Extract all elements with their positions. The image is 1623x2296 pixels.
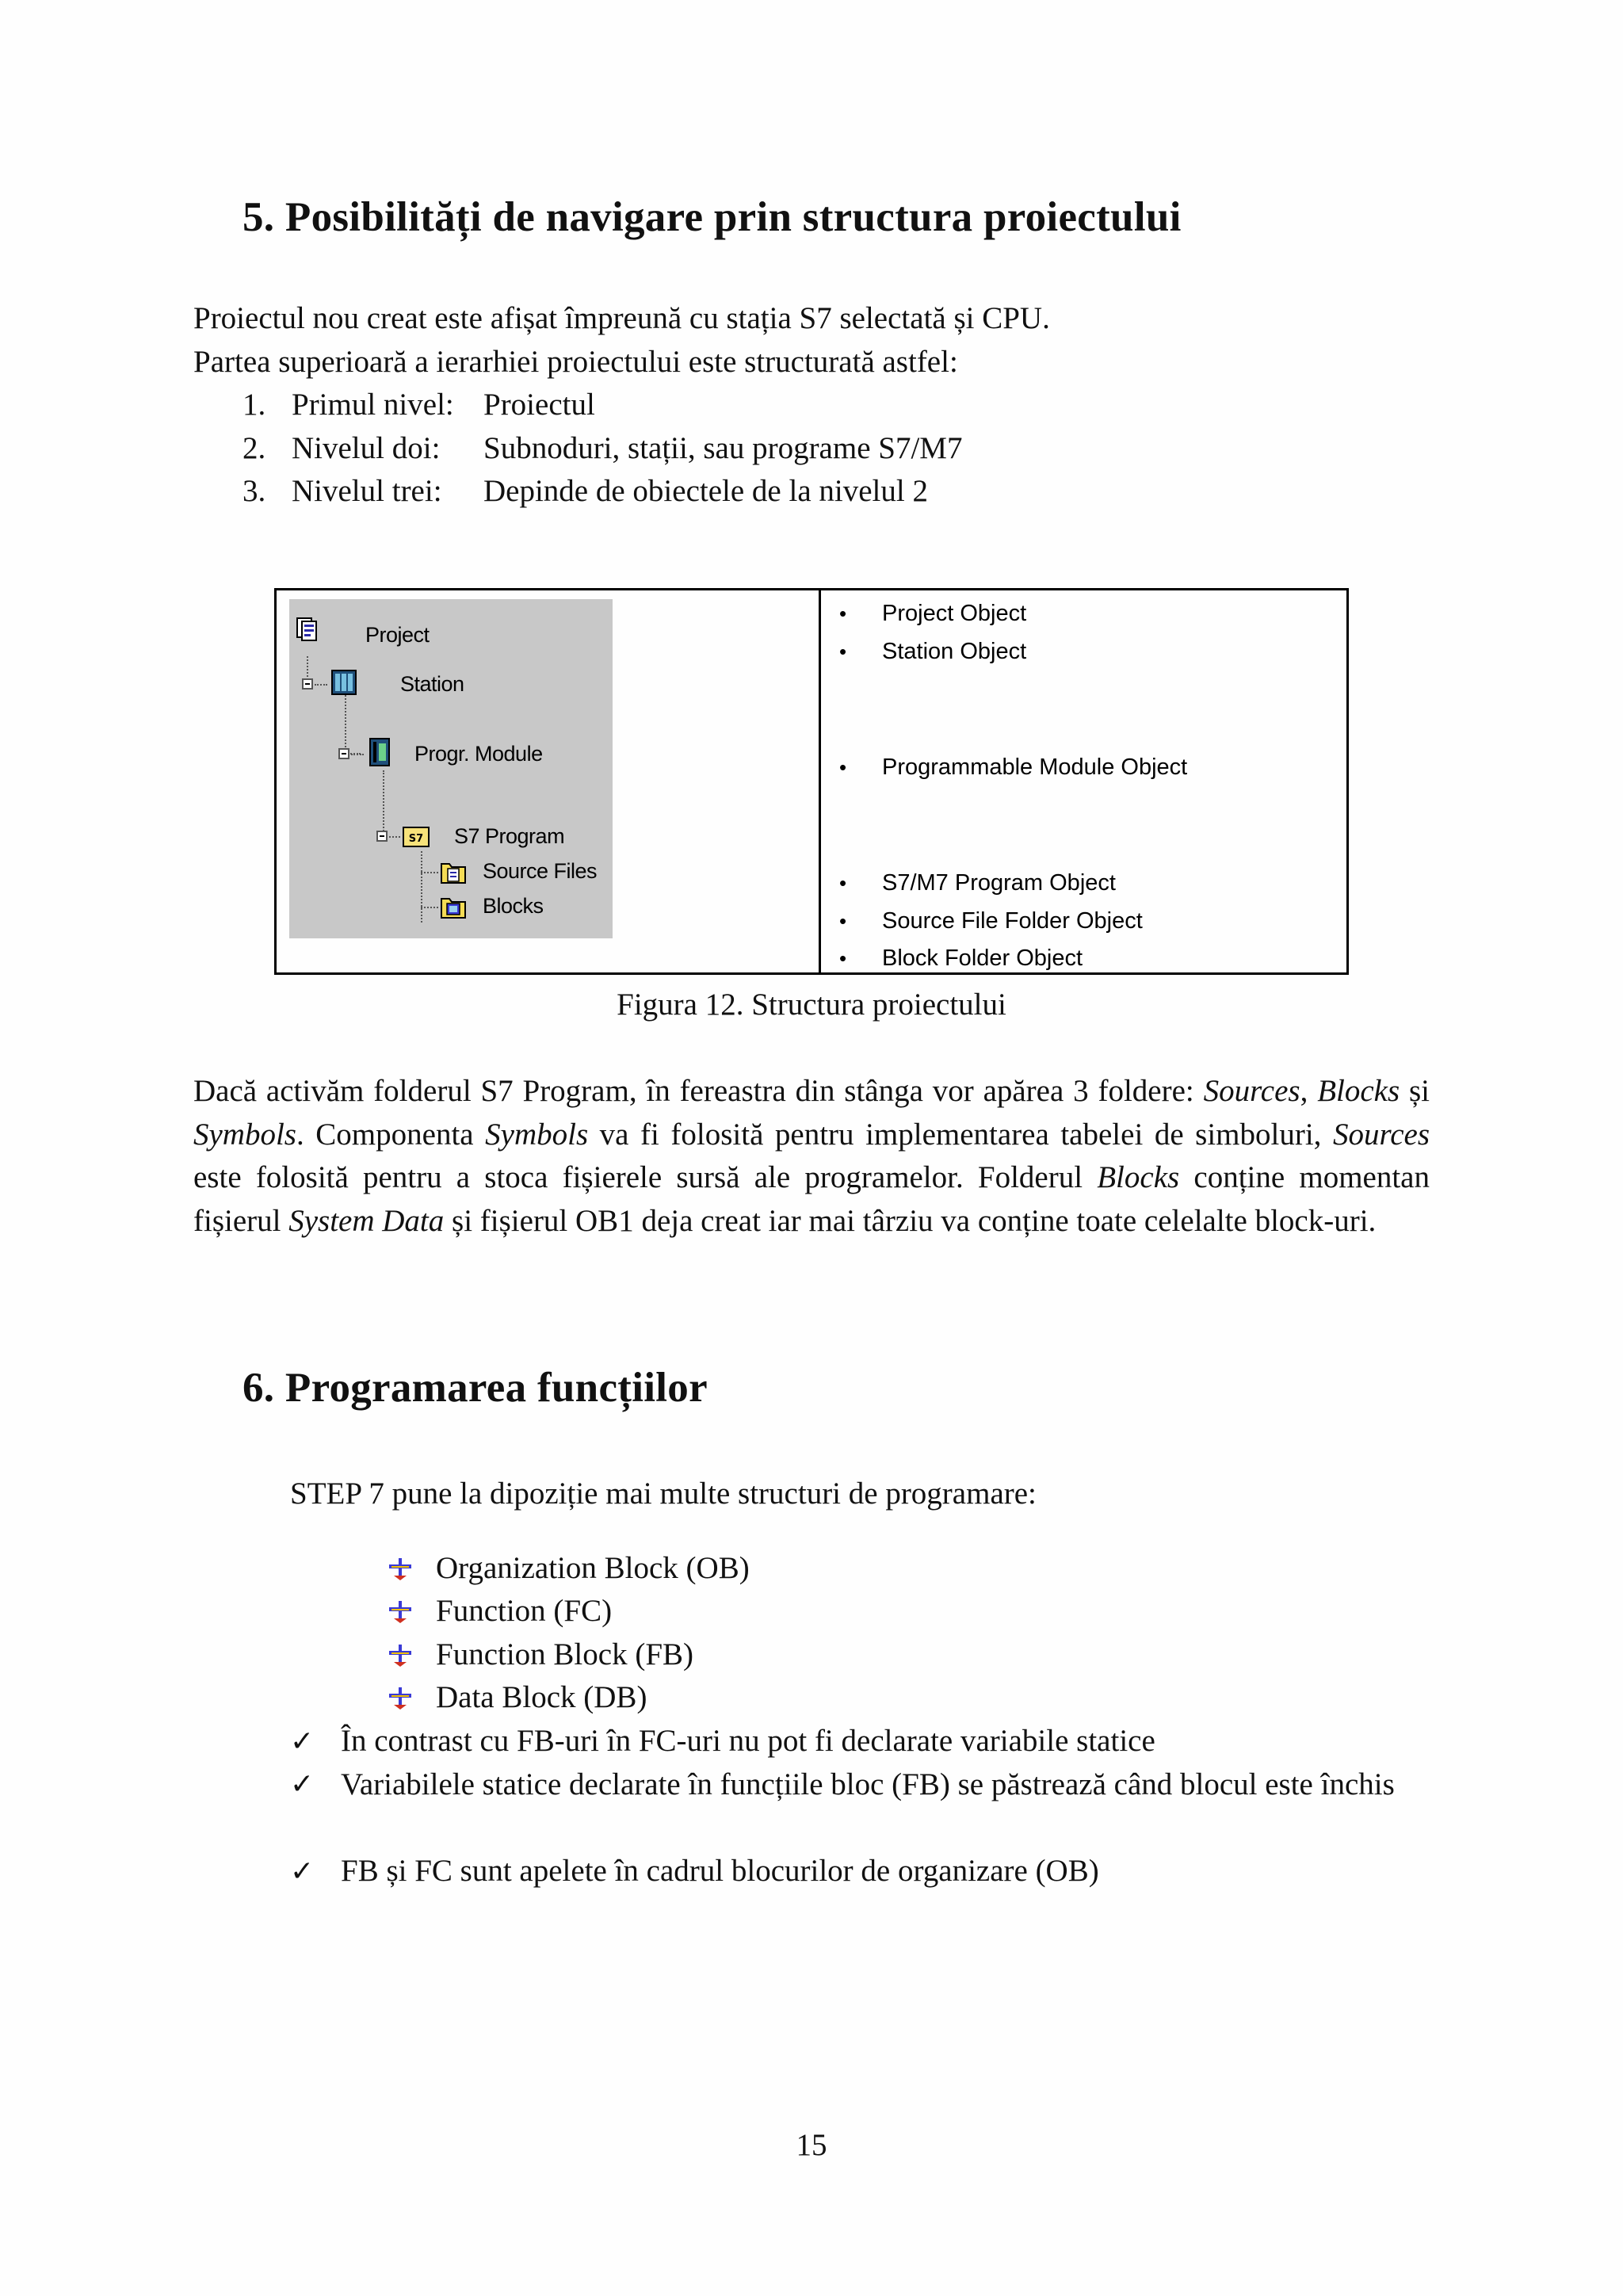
tree-item-station[interactable]: Station — [400, 672, 464, 696]
collapse-icon[interactable] — [302, 678, 313, 690]
tree-connector — [351, 754, 364, 755]
object-item: • S7/M7 Program Object — [839, 870, 1116, 896]
check-note: ✓ FB și FC sunt apelete în cadrul blocurilor de organizare (OB) — [290, 1850, 1099, 1893]
tree-item-source-files[interactable]: Source Files — [483, 859, 598, 883]
check-icon: ✓ — [290, 1768, 315, 1801]
module-icon — [369, 737, 392, 769]
tree-item-blocks[interactable]: Blocks — [483, 894, 544, 918]
object-item: • Block Folder Object — [839, 946, 1083, 971]
station-icon — [330, 669, 357, 697]
level-item: 1. Primul nivel: Proiectul — [242, 388, 595, 422]
tree-connector — [421, 872, 438, 873]
intro-line-1: Proiectul nou creat este afișat împreună cu stația S7 selectată și CPU. — [193, 301, 1050, 335]
check-icon: ✓ — [290, 1855, 315, 1888]
structure-item: Function Block (FB) — [387, 1633, 693, 1676]
level-item: 3. Nivelul trei: Depinde de obiectele de la nivelul 2 — [242, 474, 928, 508]
tree-item-project[interactable]: Project — [365, 623, 430, 647]
figure-caption: Figura 12. Structura proiectului — [617, 988, 1006, 1022]
s7-program-icon — [402, 824, 430, 848]
structure-item: Organization Block (OB) — [387, 1547, 750, 1590]
project-structure-figure — [274, 588, 1349, 975]
figure-divider — [819, 590, 821, 975]
arrow-bullet-icon — [387, 1676, 436, 1719]
structure-item: Function (FC) — [387, 1590, 612, 1633]
project-icon — [296, 615, 319, 642]
tree-connector — [421, 907, 438, 908]
project-tree-panel — [289, 599, 613, 938]
object-item: • Source File Folder Object — [839, 908, 1143, 934]
section-6-title: 6. Programarea funcțiilor — [242, 1365, 708, 1411]
check-icon: ✓ — [290, 1725, 315, 1758]
page-number: 15 — [796, 2128, 827, 2162]
collapse-icon[interactable] — [338, 748, 349, 759]
arrow-bullet-icon — [387, 1590, 436, 1633]
body-paragraph: Dacă activăm folderul S7 Program, în fereastra din stânga vor apărea 3 foldere: Sources, Blocks și Symbols. Componenta Symbols va fi folosită pentru implementarea tabelei de simboluri, Sources este folosită pentru a stoca fișierele sursă ale programelor. Folderul Blocks conține momentan fișierul System Data și fișierul OB1 deja creat iar mai târziu va conține toate celelalte block-uri. — [193, 1074, 1430, 1238]
tree-connector — [383, 770, 384, 837]
level-item: 2. Nivelul doi: Subnoduri, stații, sau programe S7/M7 — [242, 431, 963, 465]
source-folder-icon — [440, 859, 467, 884]
tree-connector — [315, 684, 327, 686]
blocks-folder-icon — [440, 894, 467, 919]
object-item: • Programmable Module Object — [839, 755, 1188, 780]
tree-item-module[interactable]: Progr. Module — [414, 742, 543, 766]
section-5-title: 5. Posibilități de navigare prin structura proiectului — [242, 194, 1182, 240]
object-item: • Project Object — [839, 601, 1027, 626]
section-6-intro: STEP 7 pune la dipoziție mai multe structuri de programare: — [290, 1477, 1037, 1511]
tree-connector — [345, 690, 346, 753]
structure-item: Data Block (DB) — [387, 1676, 647, 1719]
tree-connector — [421, 851, 422, 923]
collapse-icon[interactable] — [376, 831, 388, 842]
arrow-bullet-icon — [387, 1547, 436, 1590]
svg-text:S7: S7 — [408, 833, 424, 845]
object-item: • Station Object — [839, 639, 1027, 664]
intro-line-2: Partea superioară a ierarhiei proiectului este structurată astfel: — [193, 345, 958, 379]
tree-item-s7-program[interactable]: S7 Program — [454, 824, 565, 848]
check-note: ✓ Variabilele statice declarate în funcțiile bloc (FB) se păstrează când blocul este închis — [290, 1763, 1430, 1807]
check-note: ✓ În contrast cu FB-uri în FC-uri nu pot fi declarate variabile statice — [290, 1720, 1155, 1763]
arrow-bullet-icon — [387, 1633, 436, 1676]
tree-connector — [389, 836, 400, 838]
